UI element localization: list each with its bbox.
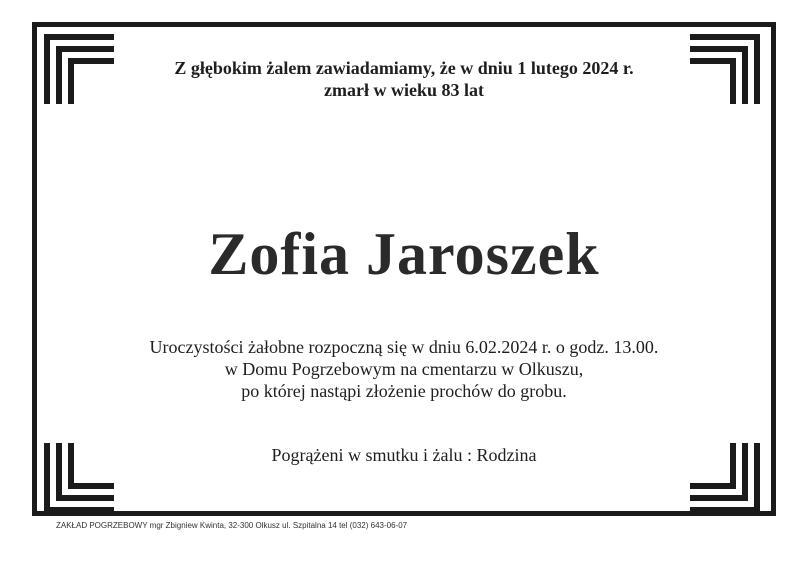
announcement-line-1: Z głębokim żalem zawiadamiamy, że w dniu 1 lutego 2024 r. [174, 58, 634, 78]
deceased-name: Zofia Jaroszek [208, 221, 600, 287]
ceremony-line-1: Uroczystości żałobne rozpoczną się w dniu 6.02.2024 r. o godz. 13.00. [149, 337, 659, 357]
mourners-signature: Pogrążeni w smutku i żalu : Rodzina [271, 445, 537, 465]
funeral-home-imprint: ZAKŁAD POGRZEBOWY mgr Zbigniew Kwinta, 32-300 Olkusz ul. Szpitalna 14 tel (032) 643-06-07 [56, 521, 408, 530]
ceremony-line-3: po której nastąpi złożenie prochów do grobu. [241, 381, 567, 401]
ceremony-line-2: w Domu Pogrzebowym na cmentarzu w Olkuszu, [224, 359, 584, 379]
announcement-line-2: zmarł w wieku 83 lat [324, 80, 484, 100]
